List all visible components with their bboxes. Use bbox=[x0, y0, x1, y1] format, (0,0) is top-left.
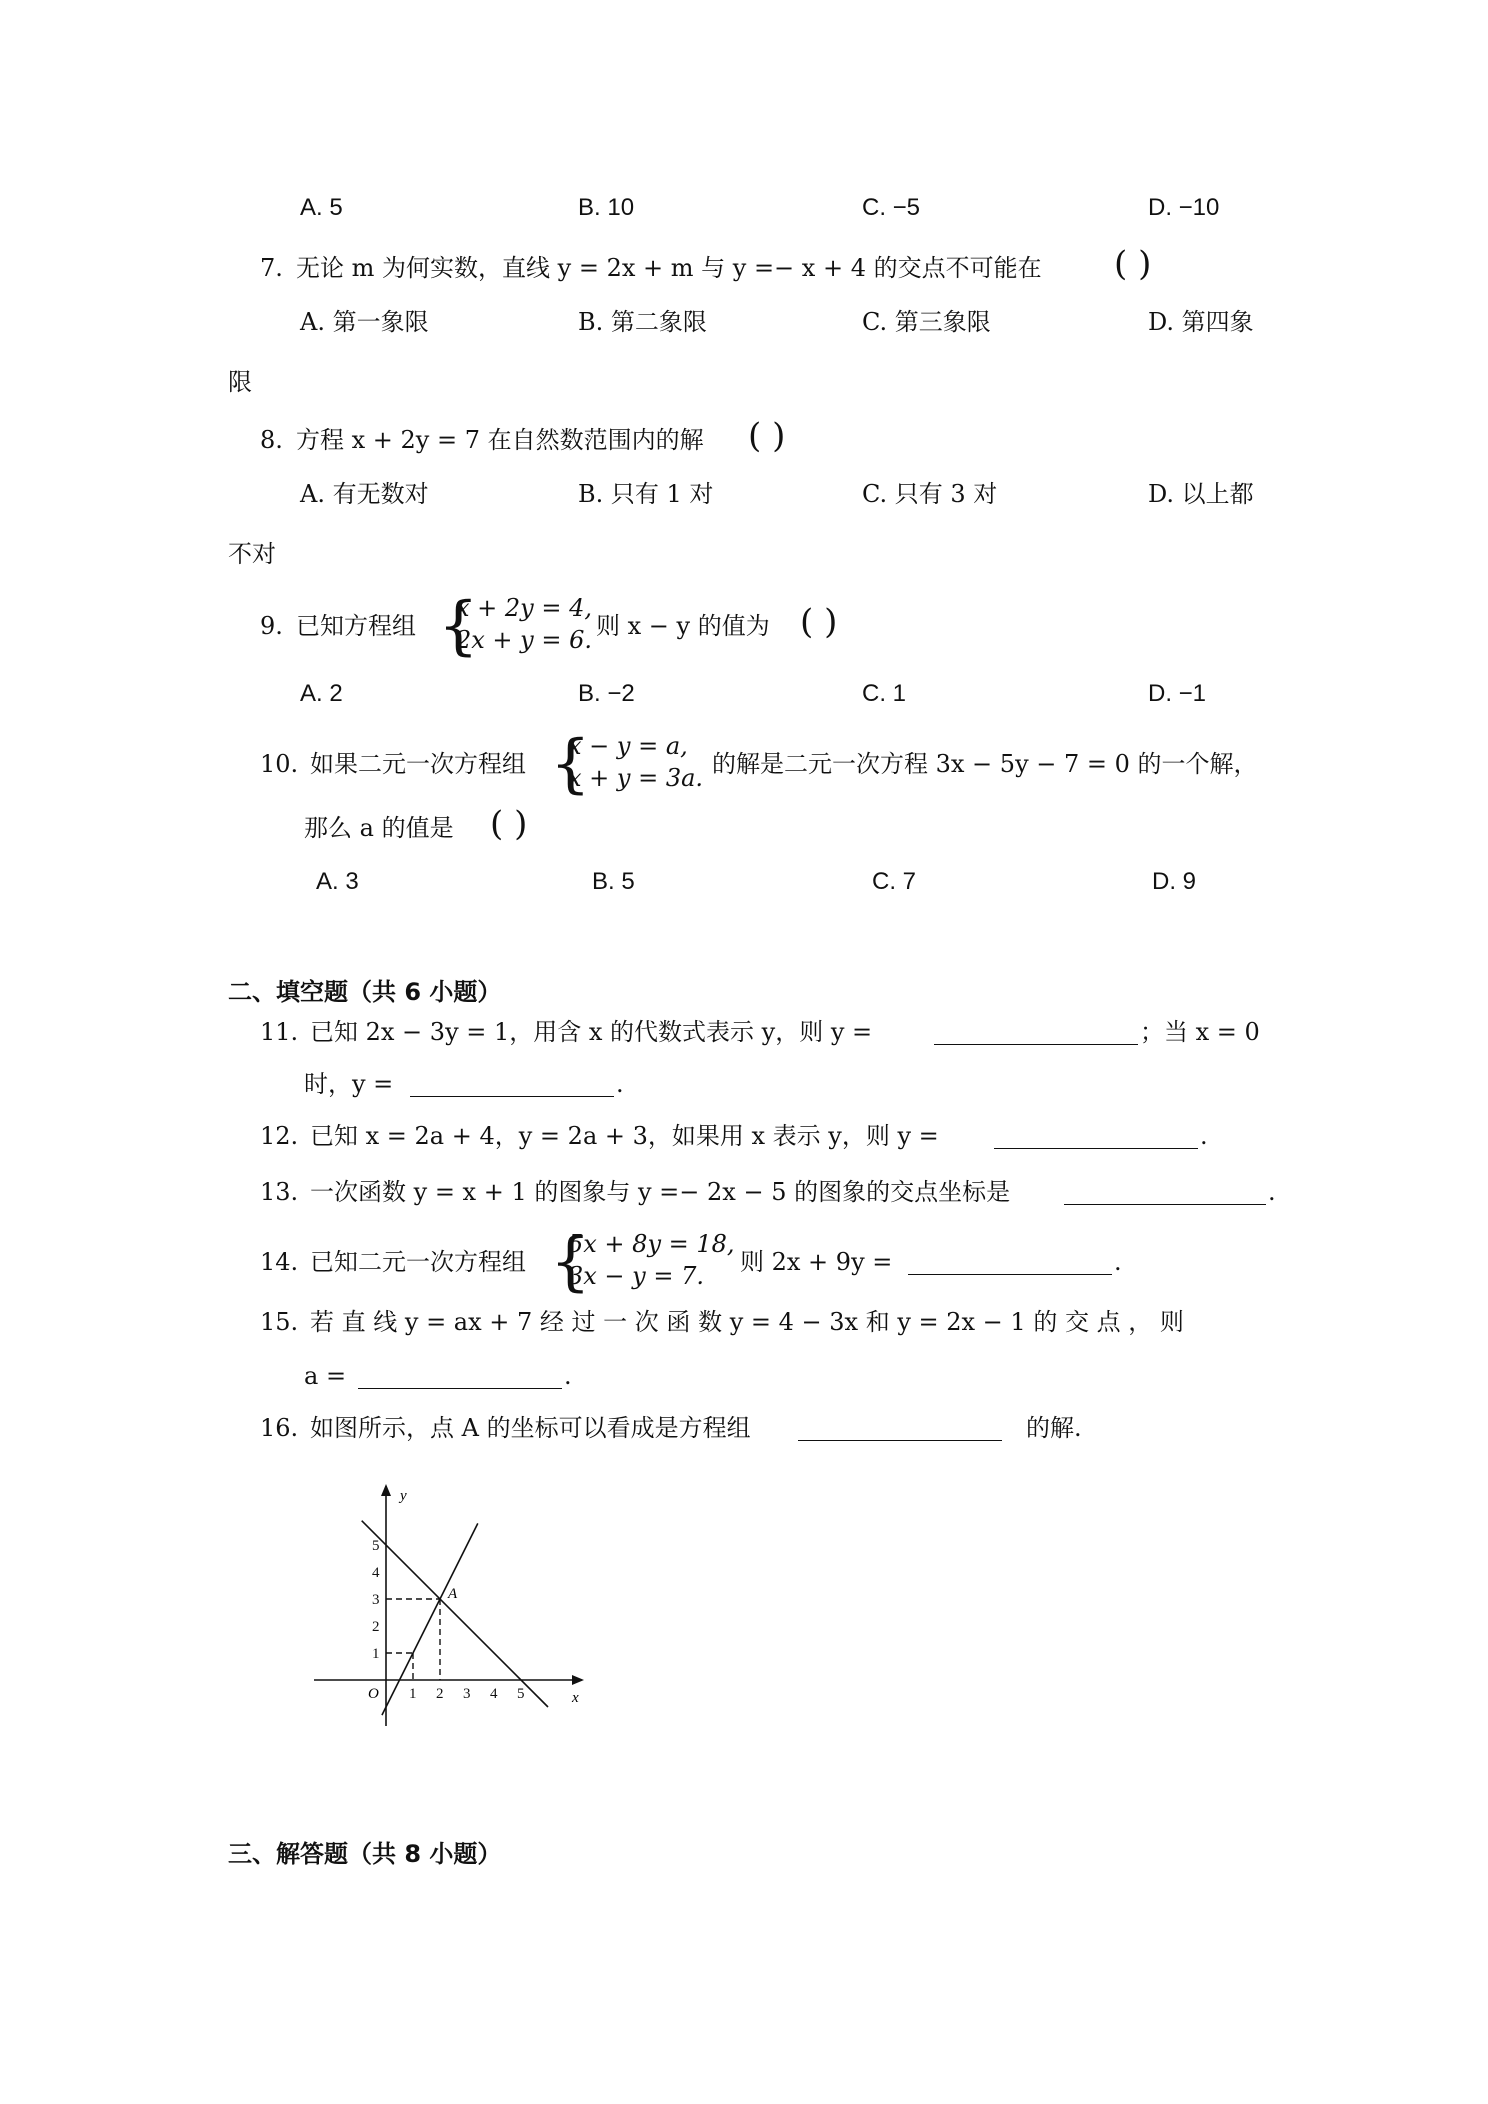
origin-label: O bbox=[368, 1686, 379, 1702]
q13-end: . bbox=[1268, 1178, 1276, 1206]
q8-text: 方程 x + 2y = 7 在自然数范围内的解 bbox=[296, 426, 704, 454]
q9-equation-1: x + 2y = 4, bbox=[456, 594, 592, 622]
x-tick-label: 1 bbox=[409, 1686, 417, 1702]
q8-option-a: A. 有无数对 bbox=[300, 480, 429, 508]
q7-option-d: D. 第四象 bbox=[1148, 308, 1254, 336]
q6-option-d: D. −10 bbox=[1148, 194, 1220, 221]
q6-option-b: B. 10 bbox=[578, 194, 635, 221]
x-tick-label: 5 bbox=[517, 1686, 525, 1702]
q11-blank-2[interactable] bbox=[410, 1070, 614, 1097]
q11-end: . bbox=[616, 1070, 624, 1098]
y-tick-label: 4 bbox=[372, 1565, 380, 1581]
y-tick-label: 3 bbox=[372, 1592, 380, 1608]
q15-line2: a = bbox=[304, 1362, 347, 1390]
y-tick-label: 2 bbox=[372, 1619, 380, 1635]
q7-option-c: C. 第三象限 bbox=[862, 308, 991, 336]
q14-equation-1: 5x + 8y = 18, bbox=[568, 1230, 735, 1258]
y-tick-label: 1 bbox=[372, 1646, 380, 1662]
q6-option-c: C. −5 bbox=[862, 194, 921, 221]
q14-blank[interactable] bbox=[908, 1248, 1112, 1275]
q16-number: 16. bbox=[260, 1414, 299, 1442]
line-y-eq-neg-x-plus-5 bbox=[362, 1521, 548, 1707]
q7-answer-paren: ( ) bbox=[1114, 244, 1152, 284]
q12-end: . bbox=[1200, 1122, 1208, 1150]
q16-blank[interactable] bbox=[798, 1414, 1002, 1441]
q9-option-d: D. −1 bbox=[1148, 680, 1207, 707]
q14-suffix: 则 2x + 9y = bbox=[740, 1248, 893, 1276]
q11-line2: 时，y = bbox=[304, 1070, 394, 1098]
q13-blank[interactable] bbox=[1064, 1178, 1266, 1205]
y-axis-arrow bbox=[381, 1484, 391, 1496]
q14-number: 14. bbox=[260, 1248, 299, 1276]
q15-blank[interactable] bbox=[358, 1362, 562, 1389]
q13-text: 一次函数 y = x + 1 的图象与 y =− 2x − 5 的图象的交点坐标是 bbox=[310, 1178, 1011, 1206]
q7-option-a: A. 第一象限 bbox=[300, 308, 429, 336]
q9-option-c: C. 1 bbox=[862, 680, 907, 707]
q9-option-a: A. 2 bbox=[300, 680, 343, 707]
q12-blank[interactable] bbox=[994, 1122, 1198, 1149]
q10-number: 10. bbox=[260, 750, 299, 778]
x-tick-label: 3 bbox=[463, 1686, 471, 1702]
q14-end: . bbox=[1114, 1248, 1122, 1276]
q13-number: 13. bbox=[260, 1178, 299, 1206]
q10-system-brace: { bbox=[550, 727, 591, 801]
q9-equation-2: 2x + y = 6. bbox=[456, 626, 592, 654]
q10-equation-2: x + y = 3a. bbox=[568, 764, 704, 792]
q14-equation-2: 3x − y = 7. bbox=[568, 1262, 704, 1290]
x-axis-arrow bbox=[572, 1675, 584, 1685]
q12-text: 已知 x = 2a + 4，y = 2a + 3，如果用 x 表示 y，则 y = bbox=[310, 1122, 939, 1150]
q9-answer-paren: ( ) bbox=[800, 602, 838, 642]
q7-option-b: B. 第二象限 bbox=[578, 308, 707, 336]
q11-text-a: 已知 2x − 3y = 1，用含 x 的代数式表示 y，则 y = bbox=[310, 1018, 873, 1046]
section-heading-answers: 三、解答题（共 8 小题） bbox=[228, 1840, 502, 1868]
q11-number: 11. bbox=[260, 1018, 299, 1046]
q10-answer-paren: ( ) bbox=[490, 804, 528, 844]
q11-text-b: ；当 x = 0 bbox=[1140, 1018, 1260, 1046]
q15-text: 若 直 线 y = ax + 7 经 过 一 次 函 数 y = 4 − 3x 和 y = 2x − 1 的 交 点 ， 则 bbox=[310, 1308, 1184, 1336]
q14-prefix: 已知二元一次方程组 bbox=[310, 1248, 526, 1276]
q9-option-b: B. −2 bbox=[578, 680, 635, 707]
q6-option-a: A. 5 bbox=[300, 194, 343, 221]
q9-number: 9. bbox=[260, 612, 283, 640]
q15-number: 15. bbox=[260, 1308, 299, 1336]
q10-option-a: A. 3 bbox=[316, 868, 359, 895]
q10-prefix: 如果二元一次方程组 bbox=[310, 750, 526, 778]
q9-prefix: 已知方程组 bbox=[296, 612, 416, 640]
q12-number: 12. bbox=[260, 1122, 299, 1150]
q8-answer-paren: ( ) bbox=[748, 416, 786, 456]
q8-number: 8. bbox=[260, 426, 283, 454]
q7-number: 7. bbox=[260, 254, 283, 282]
q10-equation-1: x − y = a, bbox=[568, 732, 688, 760]
point-a-label: A bbox=[448, 1586, 458, 1602]
q16-end: 的解. bbox=[1026, 1414, 1082, 1442]
coordinate-figure bbox=[310, 1476, 590, 1736]
q10-option-b: B. 5 bbox=[592, 868, 635, 895]
q10-line2: 那么 a 的值是 bbox=[304, 814, 454, 842]
x-tick-label: 2 bbox=[436, 1686, 444, 1702]
section-heading-fill-in: 二、填空题（共 6 小题） bbox=[228, 978, 502, 1006]
q8-option-b: B. 只有 1 对 bbox=[578, 480, 714, 508]
q16-text: 如图所示，点 A 的坐标可以看成是方程组 bbox=[310, 1414, 751, 1442]
q7-text: 无论 m 为何实数，直线 y = 2x + m 与 y =− x + 4 的交点不可能在 bbox=[296, 254, 1042, 282]
q10-option-d: D. 9 bbox=[1152, 868, 1197, 895]
q7-option-d-wrap: 限 bbox=[228, 368, 252, 396]
q14-system-brace: { bbox=[550, 1225, 591, 1299]
q10-suffix: 的解是二元一次方程 3x − 5y − 7 = 0 的一个解， bbox=[712, 750, 1258, 778]
x-axis-label: x bbox=[572, 1690, 579, 1706]
q10-option-c: C. 7 bbox=[872, 868, 917, 895]
q11-blank-1[interactable] bbox=[934, 1018, 1138, 1045]
q8-option-d-wrap: 不对 bbox=[228, 540, 276, 568]
q15-end: . bbox=[564, 1362, 572, 1390]
y-axis-label: y bbox=[400, 1488, 407, 1504]
q9-system-brace: { bbox=[438, 589, 479, 663]
q8-option-c: C. 只有 3 对 bbox=[862, 480, 998, 508]
y-tick-label: 5 bbox=[372, 1538, 380, 1554]
q8-option-d: D. 以上都 bbox=[1148, 480, 1254, 508]
q9-suffix: 则 x − y 的值为 bbox=[596, 612, 770, 640]
x-tick-label: 4 bbox=[490, 1686, 498, 1702]
